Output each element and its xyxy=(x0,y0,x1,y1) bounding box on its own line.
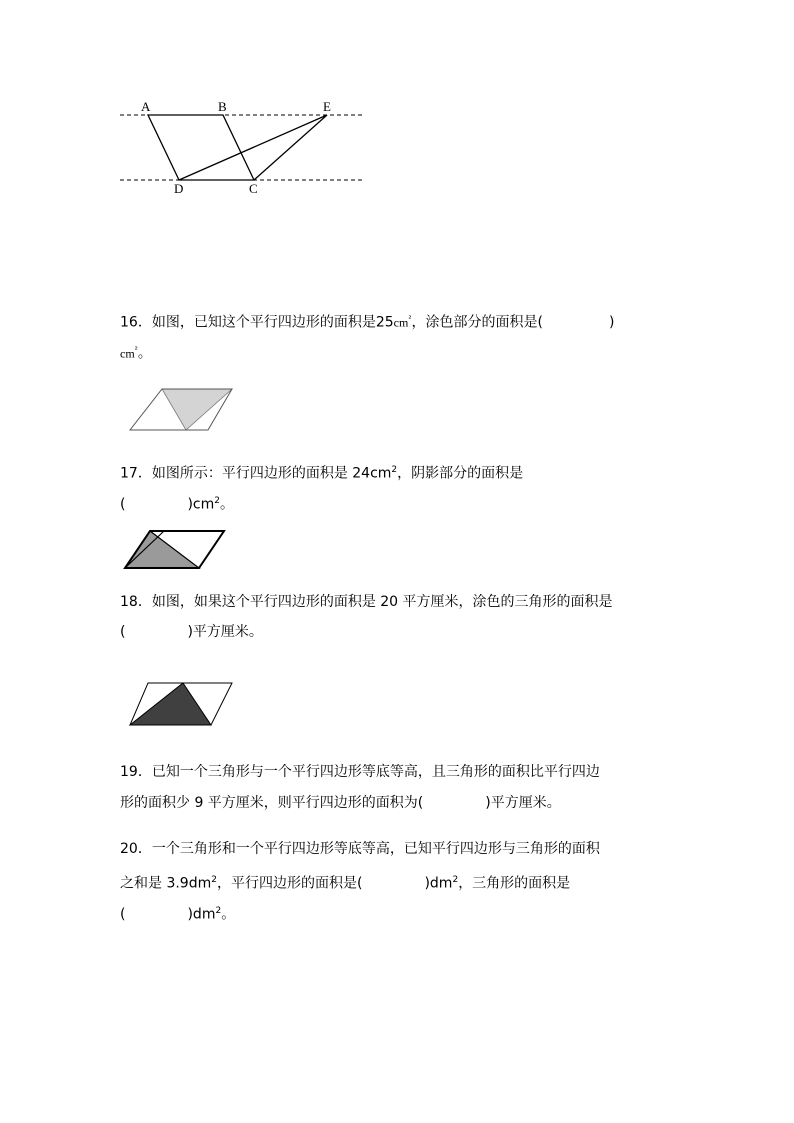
q17-text: 17．如图所示：平行四边形的面积是 24cm xyxy=(120,465,392,482)
q16-text-post: ，涂色部分的面积是( xyxy=(411,314,543,331)
q20-sup: 2 xyxy=(211,875,217,885)
q17-open: ( xyxy=(120,496,126,513)
q16-text: 16．如图，已知这个平行四边形的面积是25 xyxy=(120,314,394,331)
q17-sup: 2 xyxy=(391,465,398,475)
segment-ce xyxy=(254,115,327,180)
q20-text: 20．一个三角形和一个平行四边形等底等高，已知平行四边形与三角形的面积 xyxy=(120,841,600,857)
q17-end: 。 xyxy=(220,496,234,513)
label-d: D xyxy=(174,181,184,196)
q16-sup-2: ² xyxy=(134,345,138,354)
label-a: A xyxy=(141,99,151,114)
question-20-line3 xyxy=(120,903,235,923)
q16-sup: ² xyxy=(408,314,412,323)
label-b: B xyxy=(218,99,227,114)
q20-open: ( xyxy=(120,906,126,923)
q16-shaded-triangle xyxy=(162,389,232,430)
q20-text-2: 之和是 3.9dm xyxy=(120,875,212,892)
q18-close: )平方厘米。 xyxy=(187,624,263,640)
q17-text-post: ，阴影部分的面积是 xyxy=(397,465,524,482)
label-c: C xyxy=(249,181,258,196)
question-17-line2 xyxy=(120,493,234,513)
question-19 xyxy=(120,764,600,780)
figure-q16 xyxy=(125,385,240,435)
q20-text-3: ，平行四边形的面积是( xyxy=(216,875,363,892)
question-16-line2 xyxy=(120,342,152,362)
q17-shaded-triangle xyxy=(125,531,199,568)
q18-shaded-triangle xyxy=(130,683,211,725)
q20-text-4: )dm xyxy=(424,875,453,892)
q20-text-5: ，三角形的面积是 xyxy=(458,875,571,892)
q16-end: 。 xyxy=(137,345,152,362)
q18-open: ( xyxy=(120,624,126,640)
q19-text: 19．已知一个三角形与一个平行四边形等底等高，且三角形的面积比平行四边 xyxy=(120,764,600,780)
q16-unit-2: cm xyxy=(120,346,135,361)
q17-sup-2: 2 xyxy=(214,496,220,506)
question-18-line2 xyxy=(120,624,263,640)
q16-unit: cm xyxy=(393,315,409,330)
question-19-line2 xyxy=(120,795,561,811)
q20-sup-2: 2 xyxy=(452,875,459,885)
q19-text-2: 形的面积少 9 平方厘米，则平行四边形的面积为( xyxy=(120,795,424,811)
question-17 xyxy=(120,462,523,482)
question-20 xyxy=(120,841,600,857)
q20-sup-3: 2 xyxy=(215,906,222,916)
q20-end: 。 xyxy=(221,906,236,923)
q18-text: 18．如图，如果这个平行四边形的面积是 20 平方厘米，涂色的三角形的面积是 xyxy=(120,594,613,610)
question-18 xyxy=(120,594,613,610)
label-e: E xyxy=(323,99,331,114)
figure-q18 xyxy=(125,680,237,730)
q20-close: )dm xyxy=(187,906,216,923)
figure-parallelogram-abcd xyxy=(110,95,380,200)
q16-close: ) xyxy=(609,314,615,331)
question-16 xyxy=(120,311,614,331)
segment-de xyxy=(179,115,327,180)
question-20-line2 xyxy=(120,872,570,892)
figure-q17 xyxy=(120,528,230,572)
q19-text-3: )平方厘米。 xyxy=(485,795,561,811)
q17-close: )cm xyxy=(187,496,215,513)
